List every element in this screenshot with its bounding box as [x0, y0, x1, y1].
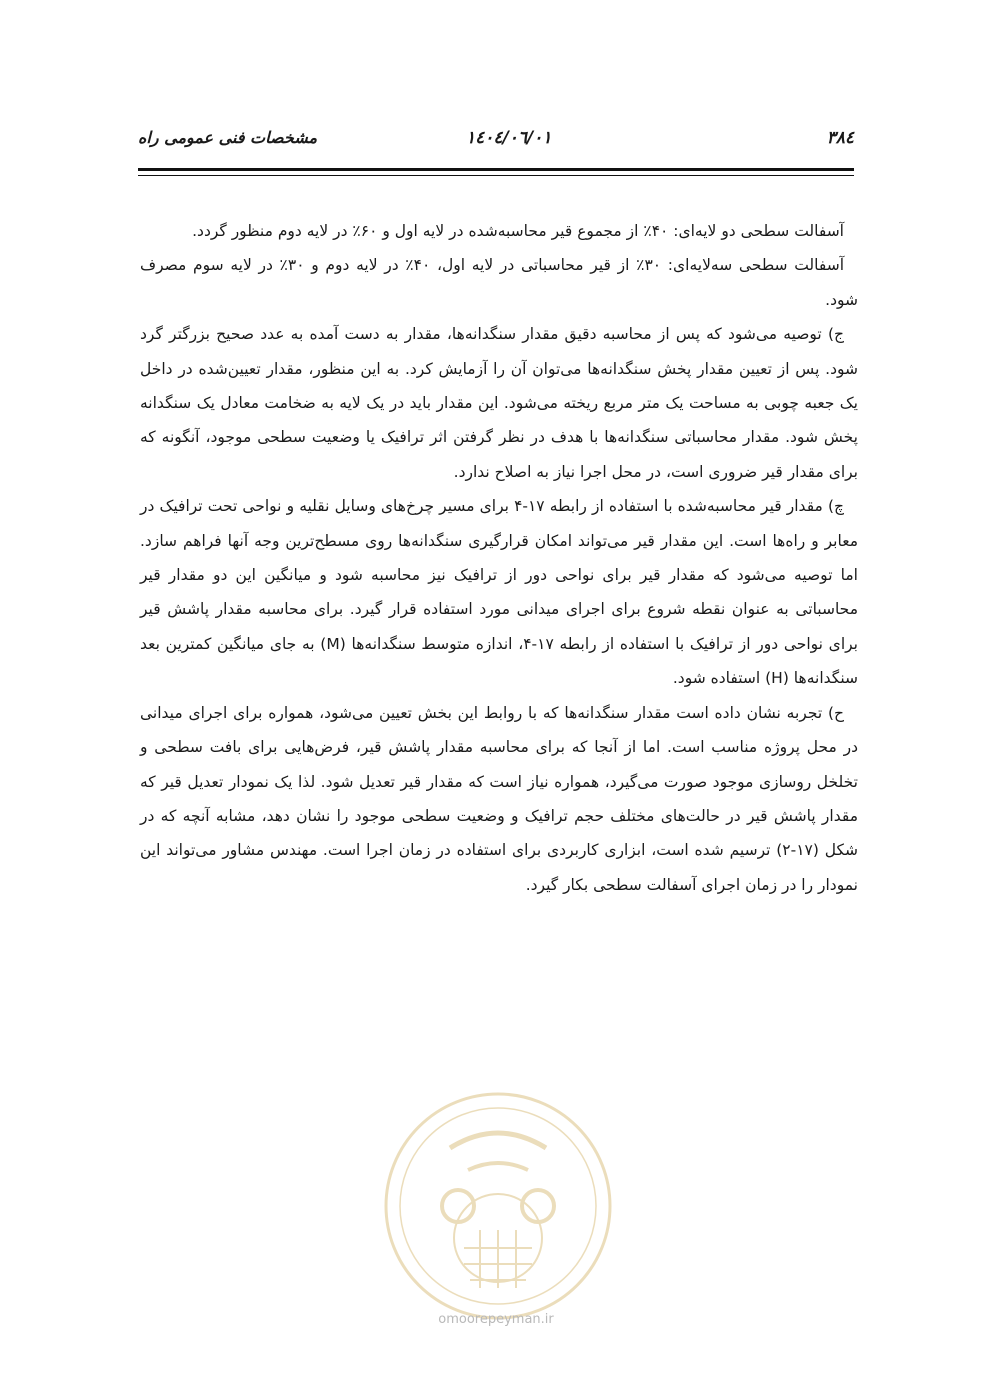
paragraph: ج) توصیه می‌شود که پس از محاسبه دقیق مقدار سنگدانه‌ها، مقدار به دست آمده به عدد صحیح بزرگتر گرد شود. پس از تعیین مقدار پخش سنگدانه‌ها می‌توان آن را آزمایش کرد. به این منظور، مقدار تعیین‌شده در داخل یک جعبه چوبی به مساحت یک متر مربع ریخته می‌شود. این مقدار باید در یک لایه به ضخامت معادل یک سنگدانه پخش شود. مقدار محاسباتی سنگدانه‌ها با هدف در نظر گرفتن اثر ترافیک یا وضعیت سطحی موجود، آنگونه که برای مقدار قیر ضروری است، در محل اجرا نیاز به اصلاح ندارد.: [140, 325, 858, 481]
paragraph: چ) مقدار قیر محاسبه‌شده با استفاده از رابطه ۱۷-۴ برای مسیر چرخ‌های وسایل نقلیه و نواحی تحت ترافیک در معابر و راه‌ها است. این مقدار قیر می‌تواند امکان قرارگیری سنگدانه‌ها روی مسطح‌ترین وجه آنها فراهم سازد. اما توصیه می‌شود که مقدار قیر برای نواحی دور از ترافیک نیز محاسبه شود و میانگین این دو مقدار قیر محاسباتی به عنوان نقطه شروع برای اجرای میدانی مورد استفاده قرار گیرد. برای محاسبه مقدار پاشش قیر برای نواحی دور از ترافیک با استفاده از رابطه ۱۷-۴، اندازه متوسط سنگدانه‌ها (M) به جای میانگین کمترین بعد سنگدانه‌ها (H) استفاده شود.: [140, 497, 858, 688]
body-text: [140, 214, 858, 902]
watermark-seal-icon: [380, 1088, 616, 1324]
header-date: ۱٤۰٤/۰٦/۰۱: [466, 128, 552, 148]
header-rule-thick: [138, 168, 854, 171]
page-number: ۳۸٤: [826, 128, 854, 148]
header-rule-thin: [138, 175, 854, 176]
header-title: مشخصات فنی عمومی راه: [138, 128, 318, 147]
paragraph: آسفالت سطحی سه‌لایه‌ای: ۳۰٪ از قیر محاسباتی در لایه اول، ۴۰٪ در لایه دوم و ۳۰٪ در لایه سوم مصرف شود.: [140, 256, 858, 309]
paragraph: آسفالت سطحی دو لایه‌ای: ۴۰٪ از مجموع قیر محاسبه‌شده در لایه اول و ۶۰٪ در لایه دوم منظور گردد.: [192, 222, 844, 240]
watermark-url: omoorepeyman.ir: [438, 1312, 554, 1327]
paragraph: ح) تجربه نشان داده است مقدار سنگدانه‌ها که با روابط این بخش تعیین می‌شود، همواره برای اجرای میدانی در محل پروژه مناسب است. اما از آنجا که برای محاسبه مقدار پاشش قیر، فرض‌هایی برای بافت سطحی و تخلخل روسازی موجود صورت می‌گیرد، همواره نیاز است که مقدار قیر تعدیل شود. لذا یک نمودار تعدیل قیر که مقدار پاشش قیر در حالت‌های مختلف حجم ترافیک و وضعیت سطحی موجود را نشان دهد، مشابه آنچه که در شکل (۱۷-۲) ترسیم شده است، ابزاری کاربردی برای استفاده در زمان اجرا است. مهندس مشاور می‌تواند این نمودار را در زمان اجرای آسفالت سطحی بکار گیرد.: [140, 703, 858, 894]
page-header: [138, 128, 854, 158]
